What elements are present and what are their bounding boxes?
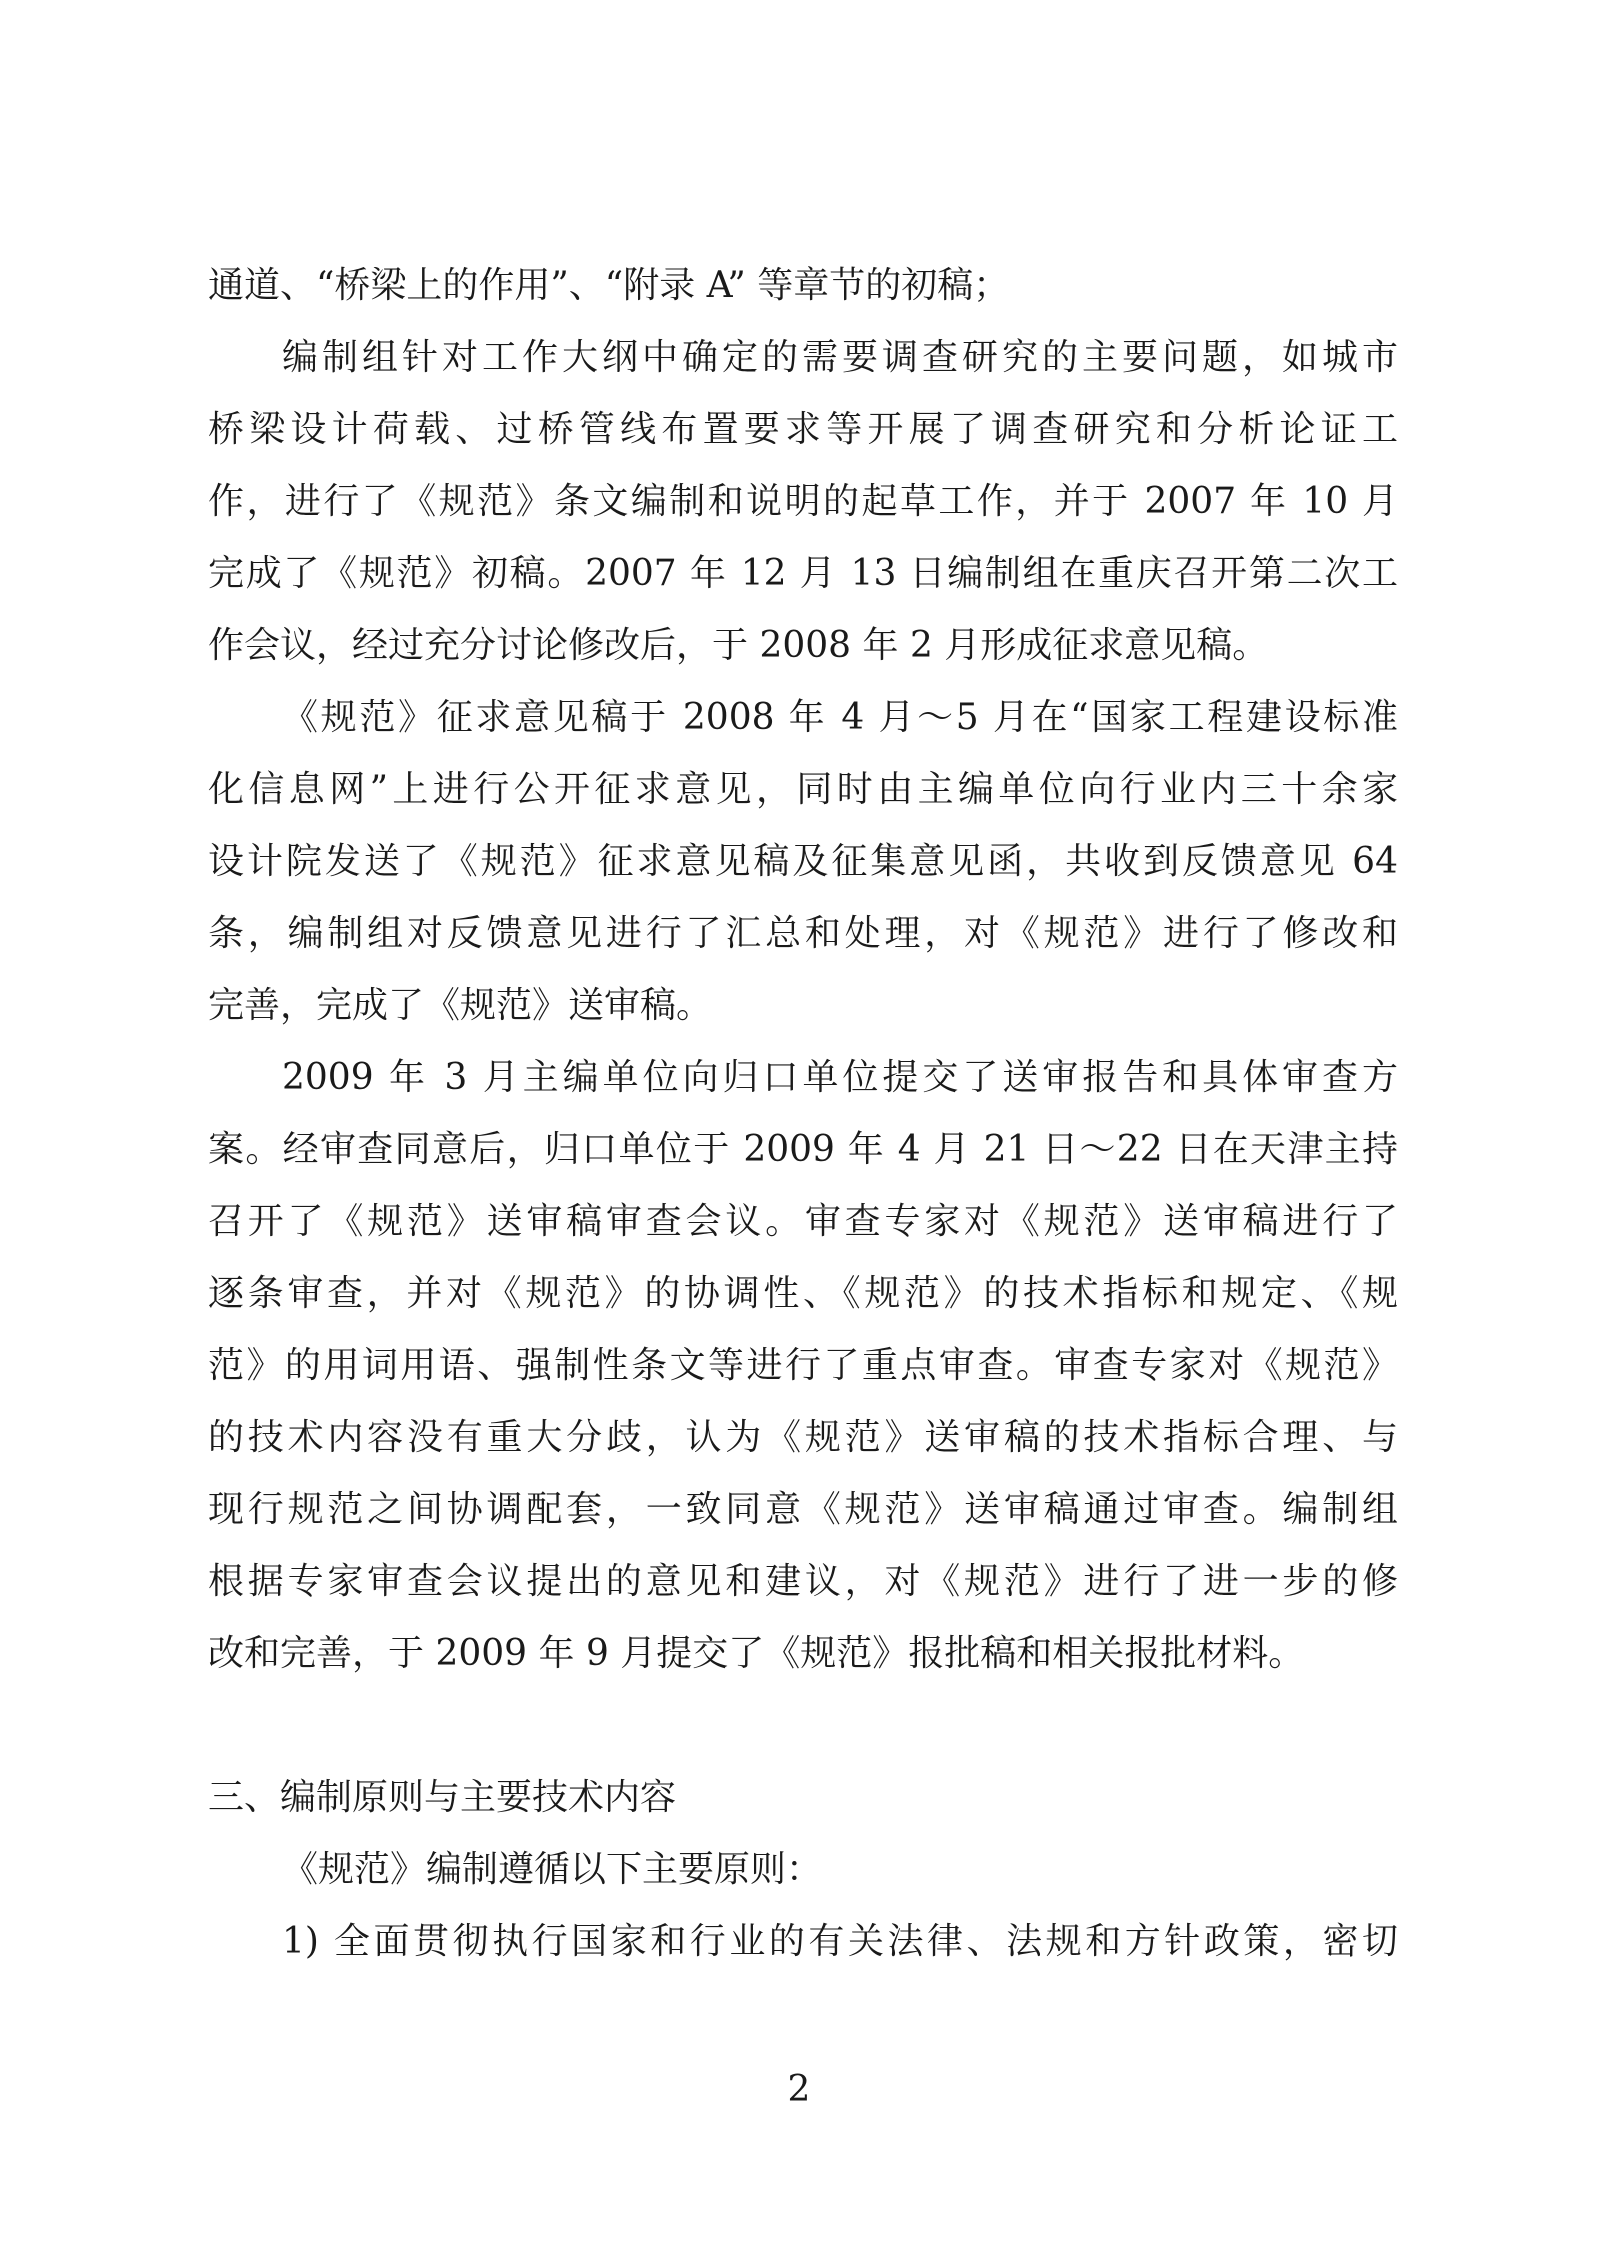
paragraph-line: 桥梁设计荷载、过桥管线布置要求等开展了调查研究和分析论证工 [208,409,1398,450]
paragraph-line: 编制组针对工作大纲中确定的需要调查研究的主要问题，如城市 [282,337,1398,378]
paragraph-line: 完善，完成了《规范》送审稿。 [208,985,713,1026]
page-number: 2 [787,2069,811,2110]
paragraph-line: 设计院发送了《规范》征求意见稿及征集意见函，共收到反馈意见 64 [208,841,1398,882]
paragraph-line: 范》的用词用语、强制性条文等进行了重点审查。审查专家对《规范》 [208,1345,1398,1386]
paragraph-line: 化信息网”上进行公开征求意见，同时由主编单位向行业内三十余家 [208,769,1398,810]
list-item: 1) 全面贯彻执行国家和行业的有关法律、法规和方针政策，密切 [282,1921,1398,1962]
paragraph-line: 的技术内容没有重大分歧，认为《规范》送审稿的技术指标合理、与 [208,1417,1398,1458]
paragraph-line: 《规范》征求意见稿于 2008 年 4 月～5 月在“国家工程建设标准 [282,697,1398,738]
paragraph-line: 条，编制组对反馈意见进行了汇总和处理，对《规范》进行了修改和 [208,913,1398,954]
paragraph-line: 逐条审查，并对《规范》的协调性、《规范》的技术指标和规定、《规 [208,1273,1398,1314]
paragraph-line: 通道、“桥梁上的作用”、“附录 A” 等章节的初稿； [208,265,1010,306]
paragraph-line: 案。经审查同意后，归口单位于 2009 年 4 月 21 日～22 日在天津主持 [208,1129,1398,1170]
paragraph-line: 《规范》编制遵循以下主要原则： [282,1849,823,1890]
paragraph-line: 2009 年 3 月主编单位向归口单位提交了送审报告和具体审查方 [282,1057,1398,1098]
paragraph-line: 作，进行了《规范》条文编制和说明的起草工作，并于 2007 年 10 月 [208,481,1398,522]
paragraph-line: 改和完善，于 2009 年 9 月提交了《规范》报批稿和相关报批材料。 [208,1633,1305,1674]
paragraph-line: 现行规范之间协调配套，一致同意《规范》送审稿通过审查。编制组 [208,1489,1398,1530]
paragraph-line: 召开了《规范》送审稿审查会议。审查专家对《规范》送审稿进行了 [208,1201,1398,1242]
section-heading: 三、编制原则与主要技术内容 [208,1777,677,1818]
paragraph-line: 作会议，经过充分讨论修改后，于 2008 年 2 月形成征求意见稿。 [208,625,1269,666]
paragraph-line: 完成了《规范》初稿。2007 年 12 月 13 日编制组在重庆召开第二次工 [208,553,1398,594]
paragraph-line: 根据专家审查会议提出的意见和建议，对《规范》进行了进一步的修 [208,1561,1398,1602]
